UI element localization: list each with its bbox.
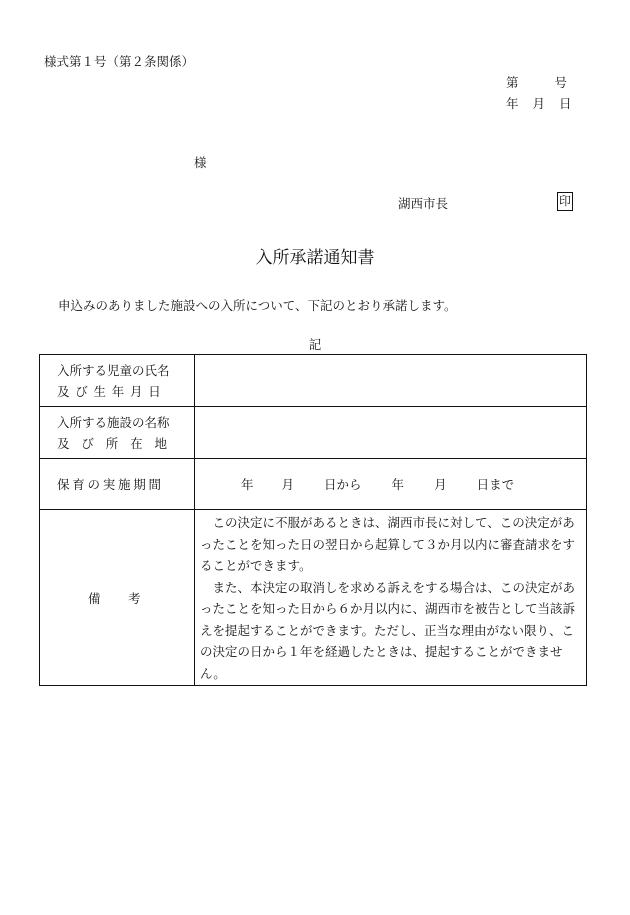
number-suffix: 号 [554, 75, 568, 90]
child-label [40, 355, 195, 407]
seal-stamp: 印 [557, 192, 573, 211]
row-period [40, 459, 587, 510]
from-month: 月 [281, 477, 295, 492]
child-value-cell [195, 355, 587, 407]
period-value-cell [195, 459, 587, 510]
date-month: 月 [532, 96, 546, 111]
row-child [40, 355, 587, 407]
document-date [506, 94, 572, 112]
facility-label-line1: 入所する施設の名称 [57, 414, 170, 430]
to-day: 日まで [476, 477, 515, 492]
date-year: 年 [506, 96, 519, 111]
details-table [39, 354, 587, 686]
ki-heading: 記 [308, 337, 322, 352]
remarks-paragraph-1: この決定に不服があるときは、湖西市長に対して、この決定があったことを知った日の翌日から起算して３か月以内に審査請求をすることができます。 [200, 515, 576, 573]
number-prefix: 第 [506, 75, 519, 90]
remarks-text [195, 510, 587, 686]
to-month: 月 [434, 477, 447, 492]
date-day: 日 [559, 96, 572, 111]
to-year: 年 [391, 477, 405, 492]
addressee-suffix: 様 [194, 155, 207, 170]
document-title: 入所承諾通知書 [255, 248, 375, 268]
facility-label [40, 407, 195, 459]
row-facility [40, 407, 587, 459]
remarks-label: 備考 [40, 510, 195, 686]
facility-label-line2: 及び所在地 [57, 435, 179, 451]
period-label [40, 459, 195, 510]
intro-text: 申込みのありました施設への入所について、下記のとおり承諾します。 [58, 298, 457, 313]
from-year: 年 [241, 477, 254, 492]
document-number [506, 73, 567, 91]
period-label-text: 保育の実施期間 [57, 476, 164, 492]
facility-value-cell [195, 407, 587, 459]
form-number: 様式第１号（第２条関係） [44, 54, 195, 69]
issuer-name: 湖西市長 [398, 196, 449, 211]
from-day: 日から [324, 477, 362, 492]
child-label-line2: 及び生年月日 [57, 383, 167, 399]
remarks-paragraph-2: また、本決定の取消しを求める訴えをする場合は、この決定があったことを知った日から６か月以内に、湖西市を被告として当該訴えを提起することができます。ただし、正当な理由がない限り、この決定の日から１年を経過したときは、提起することができません。 [200, 579, 576, 681]
child-label-line1: 入所する児童の氏名 [57, 362, 170, 378]
row-remarks [40, 510, 587, 686]
